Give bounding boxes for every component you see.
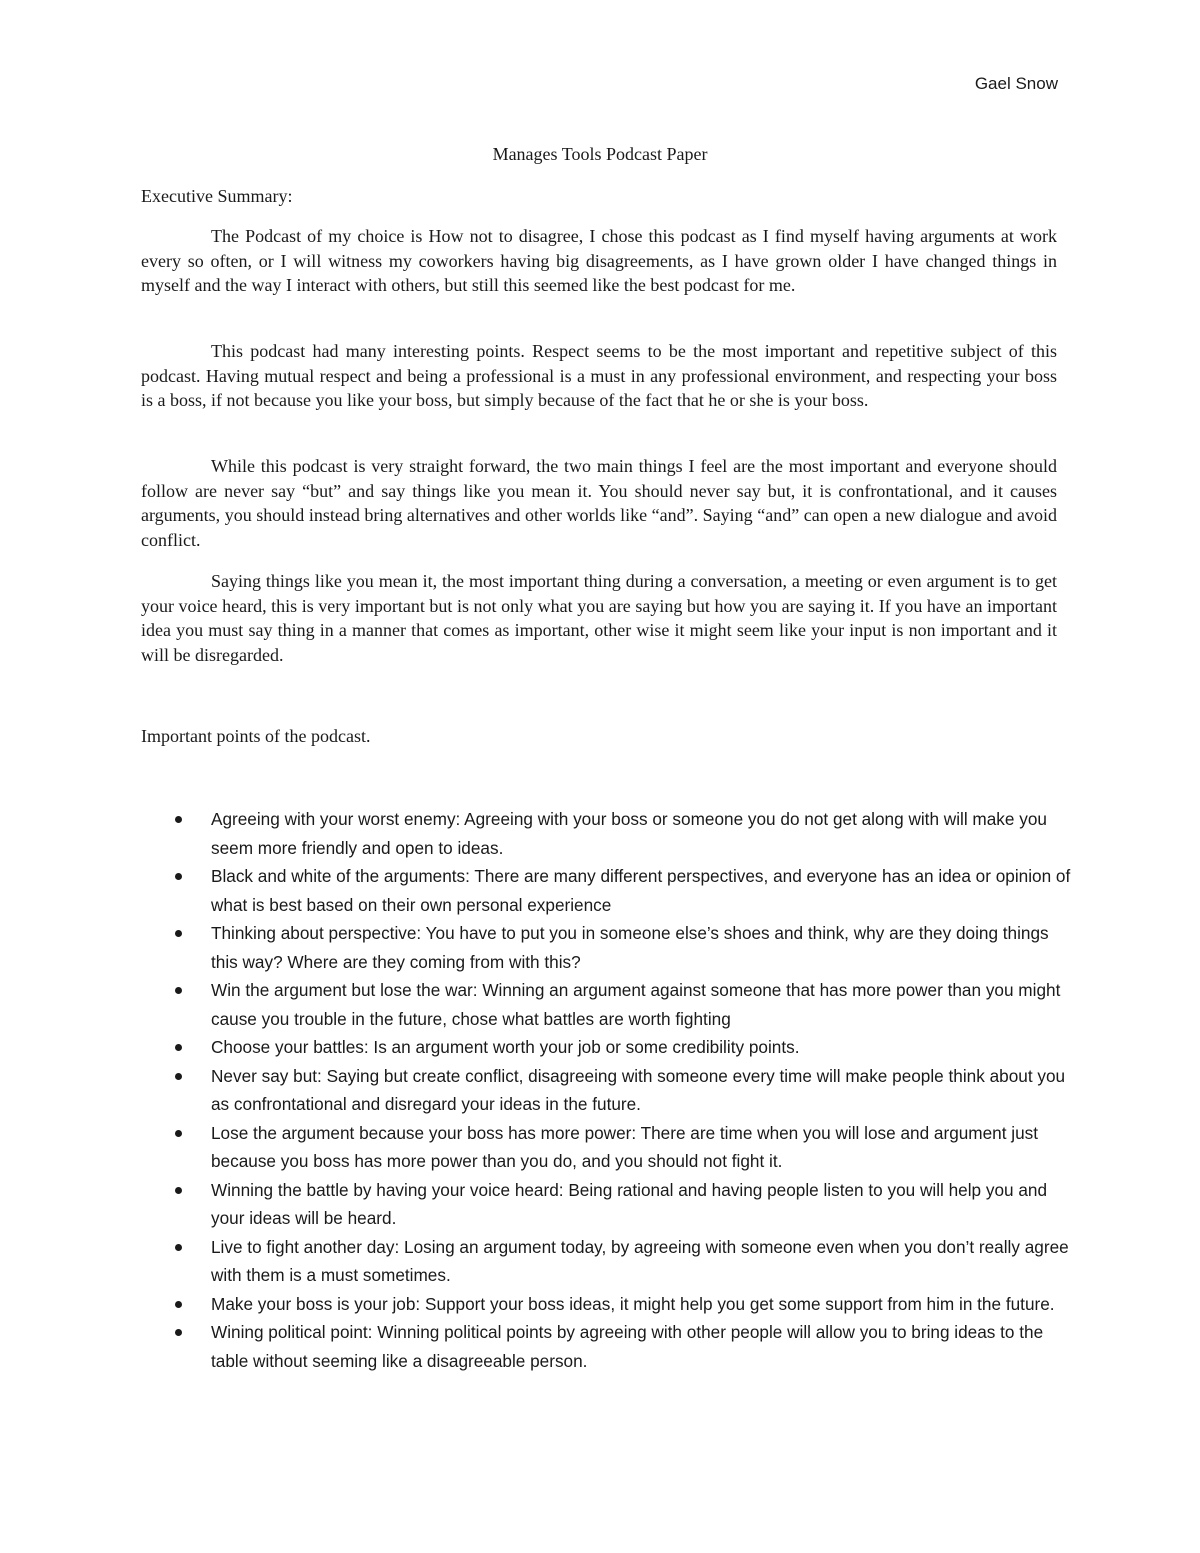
bullet-icon xyxy=(175,1073,182,1080)
list-item xyxy=(211,1062,1071,1119)
list-item xyxy=(211,1290,1071,1319)
paragraph-3-block xyxy=(141,454,1057,552)
bullet-icon xyxy=(175,816,182,823)
paragraph-1-block xyxy=(141,224,1057,298)
list-item-text: Lose the argument because your boss has more power: There are time when you will lose and argument just because you boss has more power than you do, and you should not fight it. xyxy=(211,1122,1039,1171)
list-item xyxy=(211,1119,1071,1176)
list-item-text: Win the argument but lose the war: Winning an argument against someone that has more power than you might cause you trouble in the future, chose what battles are worth fighting xyxy=(211,980,1061,1029)
body-paragraph: While this podcast is very straight forward, the two main things I feel are the most important and everyone should follow are never say “but” and say things like you mean it. You should never say but, it is confrontational, and it causes arguments, you should instead bring alternatives and other worlds like “and”. Saying “and” can open a new dialogue and avoid conflict. xyxy=(141,456,1057,550)
list-item-text: Make your boss is your job: Support your boss ideas, it might help you get some support from him in the future. xyxy=(211,1293,1055,1314)
executive-summary-heading: Executive Summary: xyxy=(141,186,293,206)
paragraph-2-block xyxy=(141,339,1057,413)
list-item xyxy=(211,1033,1071,1062)
author-header: Gael Snow xyxy=(974,74,1058,93)
list-item-text: Winning the battle by having your voice heard: Being rational and having people listen to you will help you and your ideas will be heard. xyxy=(211,1179,1048,1228)
list-item xyxy=(211,1233,1071,1290)
bullet-icon xyxy=(175,873,182,880)
list-item xyxy=(211,1318,1071,1375)
document-title: Manages Tools Podcast Paper xyxy=(492,144,708,164)
bullet-icon xyxy=(175,1244,182,1251)
bullet-icon xyxy=(175,1187,182,1194)
list-item xyxy=(211,1176,1071,1233)
important-points-list xyxy=(211,805,1071,1375)
list-item xyxy=(211,919,1071,976)
body-paragraph: The Podcast of my choice is How not to disagree, I chose this podcast as I find myself having arguments at work every so often, or I will witness my coworkers having big disagreements, as I have grown older I have changed things in myself and the way I interact with others, but still this seemed like the best podcast for me. xyxy=(141,226,1057,295)
list-item-text: Thinking about perspective: You have to put you in someone else’s shoes and think, why are they doing things this way? Where are they coming from with this? xyxy=(211,923,1049,972)
body-paragraph: Saying things like you mean it, the most important thing during a conversation, a meeting or even argument is to get your voice heard, this is very important but is not only what you are saying but how you are saying it. If you have an important idea you must say thing in a manner that comes as important, other wise it might seem like your input is non important and it will be disregarded. xyxy=(141,571,1057,665)
list-item xyxy=(211,805,1071,862)
bullet-icon xyxy=(175,1044,182,1051)
list-item-text: Agreeing with your worst enemy: Agreeing with your boss or someone you do not get along with will make you seem more friendly and open to ideas. xyxy=(211,809,1047,858)
list-item xyxy=(211,862,1071,919)
bullet-icon xyxy=(175,1301,182,1308)
list-item-text: Never say but: Saying but create conflict, disagreeing with someone every time will make people think about you as confrontational and disregard your ideas in the future. xyxy=(211,1065,1066,1114)
list-item xyxy=(211,976,1071,1033)
body-paragraph: This podcast had many interesting points. Respect seems to be the most important and repetitive subject of this podcast. Having mutual respect and being a professional is a must in any professional environment, and respecting your boss is a boss, if not because you like your boss, but simply because of the fact that he or she is your boss. xyxy=(141,341,1057,410)
list-item-text: Wining political point: Winning political points by agreeing with other people will allow you to bring ideas to the table without seeming like a disagreeable person. xyxy=(211,1322,1044,1371)
important-points-heading: Important points of the podcast. xyxy=(141,726,371,746)
paragraph-4-block xyxy=(141,569,1057,667)
bullet-icon xyxy=(175,1329,182,1336)
list-item-text: Choose your battles: Is an argument worth your job or some credibility points. xyxy=(211,1037,800,1057)
list-item-text: Black and white of the arguments: There are many different perspectives, and everyone has an idea or opinion of what is best based on their own personal experience xyxy=(211,866,1071,915)
bullet-icon xyxy=(175,987,182,994)
bullet-icon xyxy=(175,930,182,937)
list-item-text: Live to fight another day: Losing an argument today, by agreeing with someone even when you don’t really agree with them is a must sometimes. xyxy=(211,1236,1069,1285)
bullet-icon xyxy=(175,1130,182,1137)
